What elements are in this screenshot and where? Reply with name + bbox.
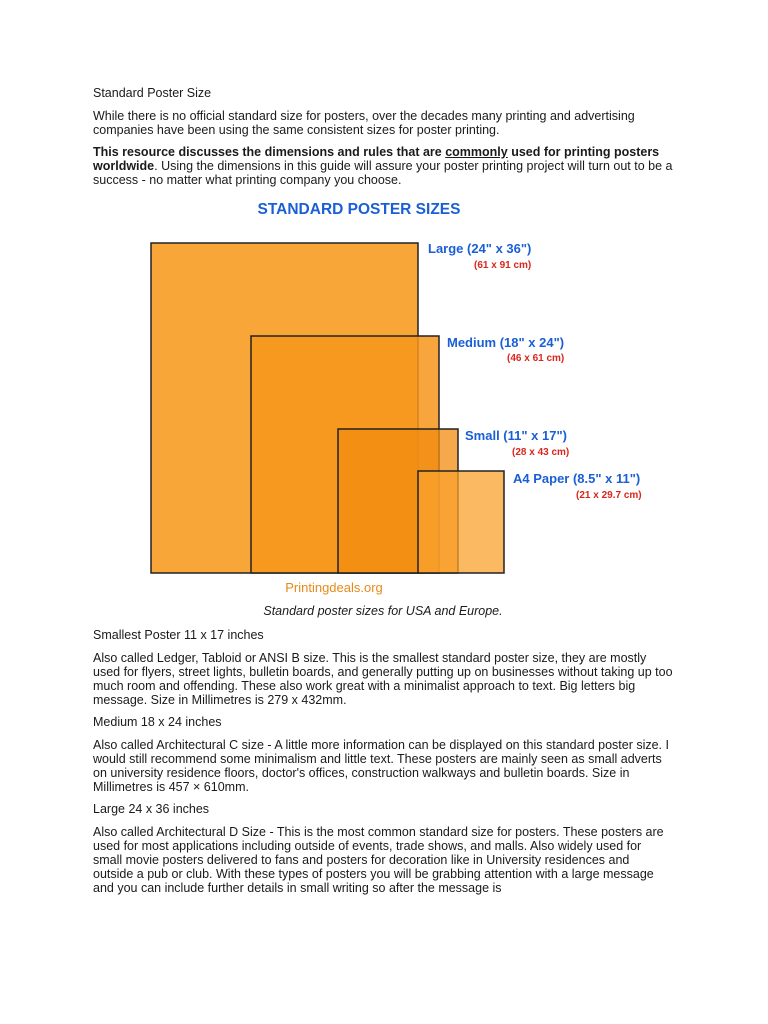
document-page (93, 86, 673, 903)
medium-size-label: Medium (18" x 24") (447, 335, 565, 350)
section-body-large: Also called Architectural D Size - This is the most common standard size for posters. These posters are used for most applications including outside of events, trade shows, and malls. Also widely used for small movie posters delivered to fans and posters for decoration like in University residences and outside a pub or club. With these types of posters you will be grabbing attention with a large message and you can include further details in small writing so after the message is (93, 825, 664, 895)
poster-sizes-diagram (0, 195, 768, 600)
section-body-small: Also called Ledger, Tabloid or ANSI B size. This is the smallest standard poster size, they are mostly used for flyers, street lights, bulletin boards, and generally putting up on businesses without taking up too much room and offending. These also work great with a minimalist approach to text. Big letters big message. Size in Millimetres is 279 x 432mm. (93, 651, 673, 707)
medium-metric-label: (46 x 61 cm) (507, 353, 565, 364)
poster-sizes-figure (0, 195, 642, 600)
large-size-label: Large (24" x 36") (428, 241, 532, 256)
resource-bold-2: used for printing posters worldwide (93, 145, 660, 173)
a4-paper-rect (418, 471, 504, 573)
section-heading-small: Smallest Poster 11 x 17 inches (93, 628, 264, 642)
large-metric-label: (61 x 91 cm) (474, 260, 532, 271)
resource-underline: commonly (445, 145, 508, 159)
intro-paragraph: While there is no official standard size for posters, over the decades many printing and advertising companies have been using the same consistent sizes for poster printing. (93, 109, 635, 137)
section-heading-large: Large 24 x 36 inches (93, 802, 210, 816)
resource-bold-1: This resource discusses the dimensions and rules that are (93, 145, 446, 159)
section-heading-medium: Medium 18 x 24 inches (93, 715, 222, 729)
section-body-medium: Also called Architectural C size - A little more information can be displayed on this standard poster size. I would still recommend some minimalism and little text. These posters are mainly seen as small adverts on university residence floors, doctor's offices, construction walkways and bulletin boards. Size in Millimetres is 457 × 610mm. (93, 738, 669, 794)
figure-heading: STANDARD POSTER SIZES (257, 201, 461, 218)
resource-paragraph (93, 145, 673, 187)
figure-caption: Standard poster sizes for USA and Europe. (263, 604, 503, 618)
a4-size-label: A4 Paper (8.5" x 11") (513, 471, 641, 486)
small-size-label: Small (11" x 17") (465, 428, 567, 443)
small-metric-label: (28 x 43 cm) (512, 447, 570, 458)
printingdeals-logo: Printingdeals.org (285, 580, 383, 595)
a4-metric-label: (21 x 29.7 cm) (576, 490, 642, 501)
resource-rest: . Using the dimensions in this guide will assure your poster printing project will turn out to be a success - no matter what printing company you choose. (93, 159, 673, 187)
document-title: Standard Poster Size (93, 86, 212, 100)
